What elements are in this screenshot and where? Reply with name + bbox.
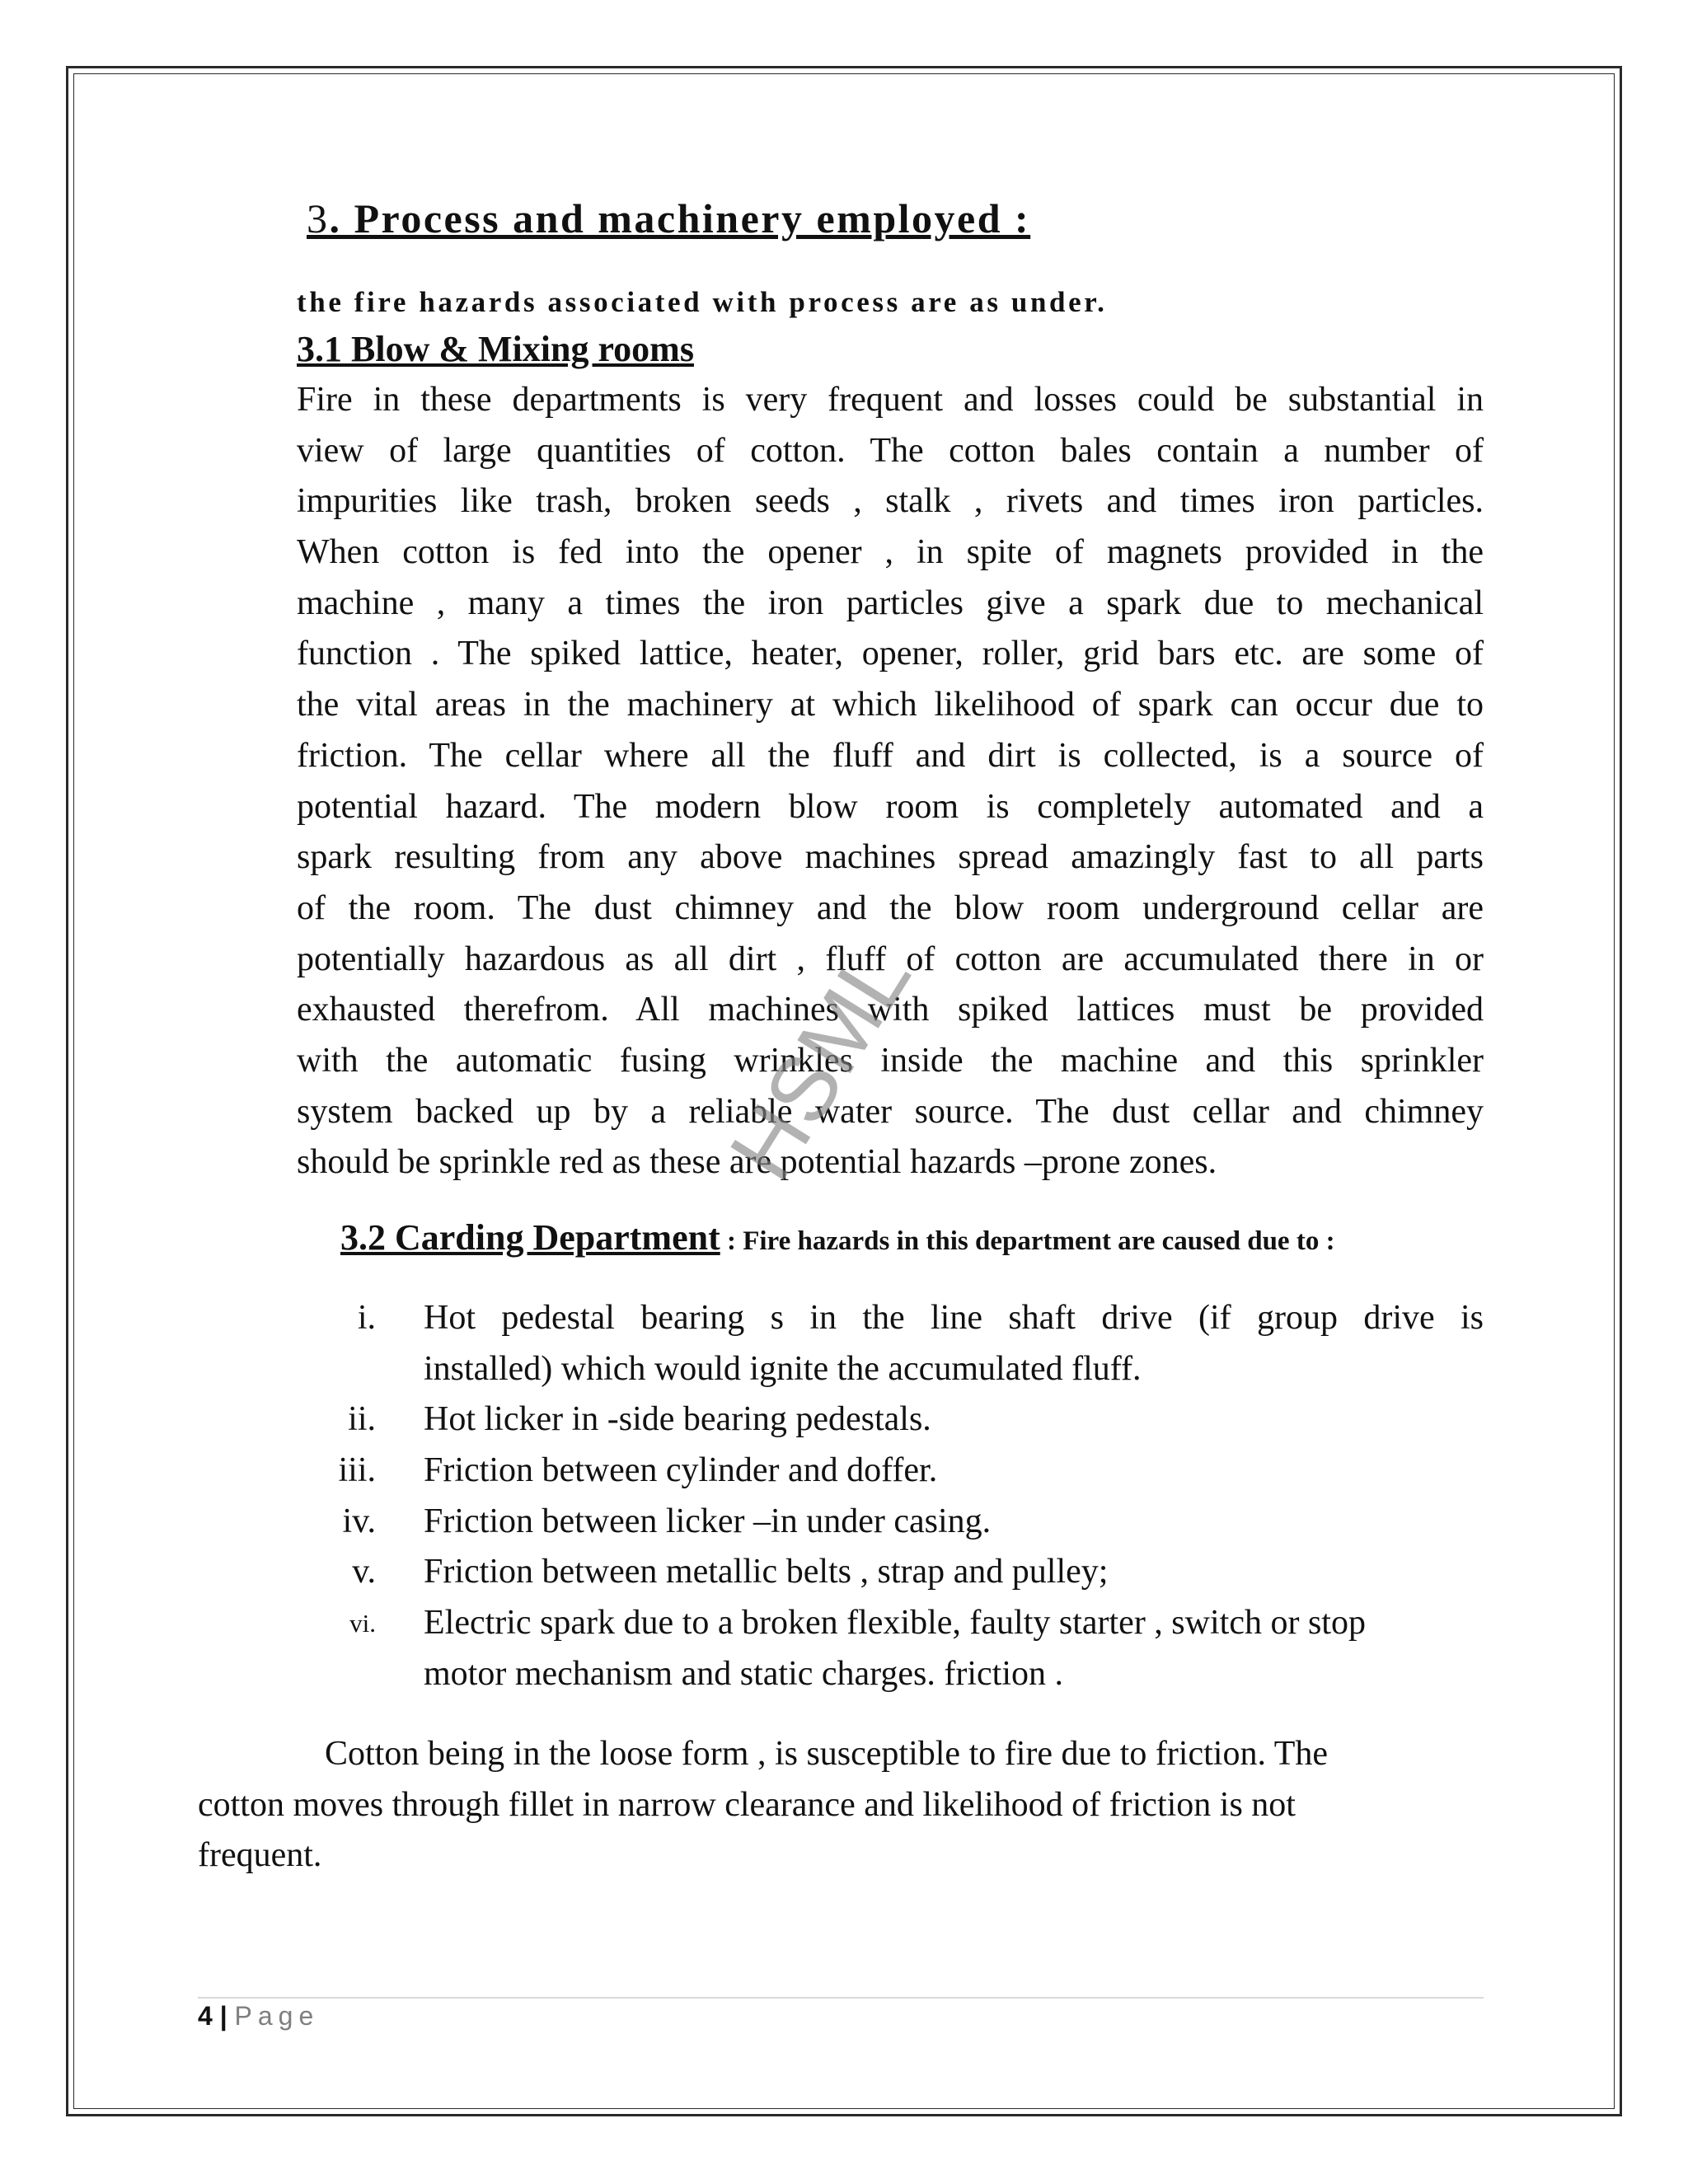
paragraph-line: function . The spiked lattice, heater, opener, roller, grid bars etc. are some of [297, 635, 1484, 673]
page-number: 4 [198, 2001, 213, 2031]
paragraph-line: system backed up by a reliable water source. The dust cellar and chimney [297, 1092, 1484, 1131]
footer-separator: | [212, 2001, 235, 2031]
paragraph-line: of the room. The dust chimney and the blow room underground cellar are [297, 888, 1484, 927]
paragraph-line: frequent. [198, 1836, 322, 1875]
paragraph-line: should be sprinkle red as these are potential hazards –prone zones. [297, 1143, 1217, 1182]
list-item-line: installed) which would ignite the accumulated fluff. [424, 1349, 1142, 1388]
paragraph-line: friction. The cellar where all the fluff and dirt is collected, is a source of [297, 736, 1484, 775]
subsection-heading-3-2 [340, 1216, 1335, 1258]
paragraph-line: machine , many a times the iron particles give a spark due to mechanical [297, 583, 1484, 622]
page-label: Page [234, 2001, 320, 2031]
list-marker: vi. [349, 1609, 376, 1638]
list-item-line: Friction between licker –in under casing. [424, 1502, 992, 1540]
paragraph-line: When cotton is fed into the opener , in spite of magnets provided in the [297, 533, 1484, 572]
list-marker: ii. [348, 1400, 376, 1439]
paragraph-line: view of large quantities of cotton. The cotton bales contain a number of [297, 431, 1484, 470]
paragraph-line: potential hazard. The modern blow room is completely automated and a [297, 787, 1484, 826]
subsection-3-2-subtitle: : Fire hazards in this department are caused due to : [720, 1226, 1335, 1256]
list-marker: iv. [342, 1502, 376, 1540]
watermark: HSML [710, 929, 931, 1197]
paragraph-line: the vital areas in the machinery at which likelihood of spark can occur due to [297, 686, 1484, 724]
paragraph-line: exhausted therefrom. All machines with spiked lattices must be provided [297, 991, 1484, 1029]
list-item [313, 1497, 1484, 1548]
list-item-line: Friction between cylinder and doffer. [424, 1451, 938, 1490]
carding-hazards-list [313, 1293, 1484, 1700]
list-item-line: Hot pedestal bearing s in the line shaft drive (if group drive is [424, 1299, 1484, 1337]
list-marker: i. [357, 1299, 376, 1337]
subsection-heading-3-1: 3.1 Blow & Mixing rooms [297, 329, 694, 369]
list-item [313, 1547, 1484, 1598]
section-heading [307, 194, 1030, 242]
list-marker: v. [352, 1553, 376, 1591]
list-marker: iii. [338, 1451, 376, 1490]
list-item [313, 1598, 1484, 1699]
paragraph-line: spark resulting from any above machines spread amazingly fast to all parts [297, 838, 1484, 877]
paragraph-line: potentially hazardous as all dirt , fluff of cotton are accumulated there in or [297, 940, 1484, 978]
closing-paragraph [198, 1729, 1484, 1882]
paragraph-line: with the automatic fusing wrinkles inside the machine and this sprinkler [297, 1041, 1484, 1080]
paragraph-line: cotton moves through fillet in narrow clearance and likelihood of friction is not [198, 1785, 1296, 1824]
list-item-line: Electric spark due to a broken flexible, faulty starter , switch or stop [424, 1604, 1366, 1643]
section-intro: the fire hazards associated with process are as under. [297, 286, 1108, 318]
section-number: 3 [307, 195, 330, 241]
subsection-3-1-paragraph [297, 375, 1484, 1188]
list-item-line: Friction between metallic belts , strap and pulley; [424, 1553, 1109, 1591]
footer-divider [198, 1997, 1484, 1999]
paragraph-line: Fire in these departments is very frequent and losses could be substantial in [297, 381, 1484, 419]
list-item-line: motor mechanism and static charges. friction . [424, 1654, 1063, 1693]
paragraph-line: impurities like trash, broken seeds , stalk , rivets and times iron particles. [297, 482, 1484, 521]
paragraph-line: Cotton being in the loose form , is susceptible to fire due to friction. The [325, 1735, 1328, 1773]
section-title: . Process and machinery employed : [329, 195, 1031, 241]
subsection-3-2-title: 3.2 Carding Department [340, 1217, 720, 1258]
list-item [313, 1394, 1484, 1446]
list-item [313, 1446, 1484, 1497]
list-item [313, 1293, 1484, 1394]
list-item-line: Hot licker in -side bearing pedestals. [424, 1400, 931, 1439]
page-footer [198, 2001, 319, 2032]
